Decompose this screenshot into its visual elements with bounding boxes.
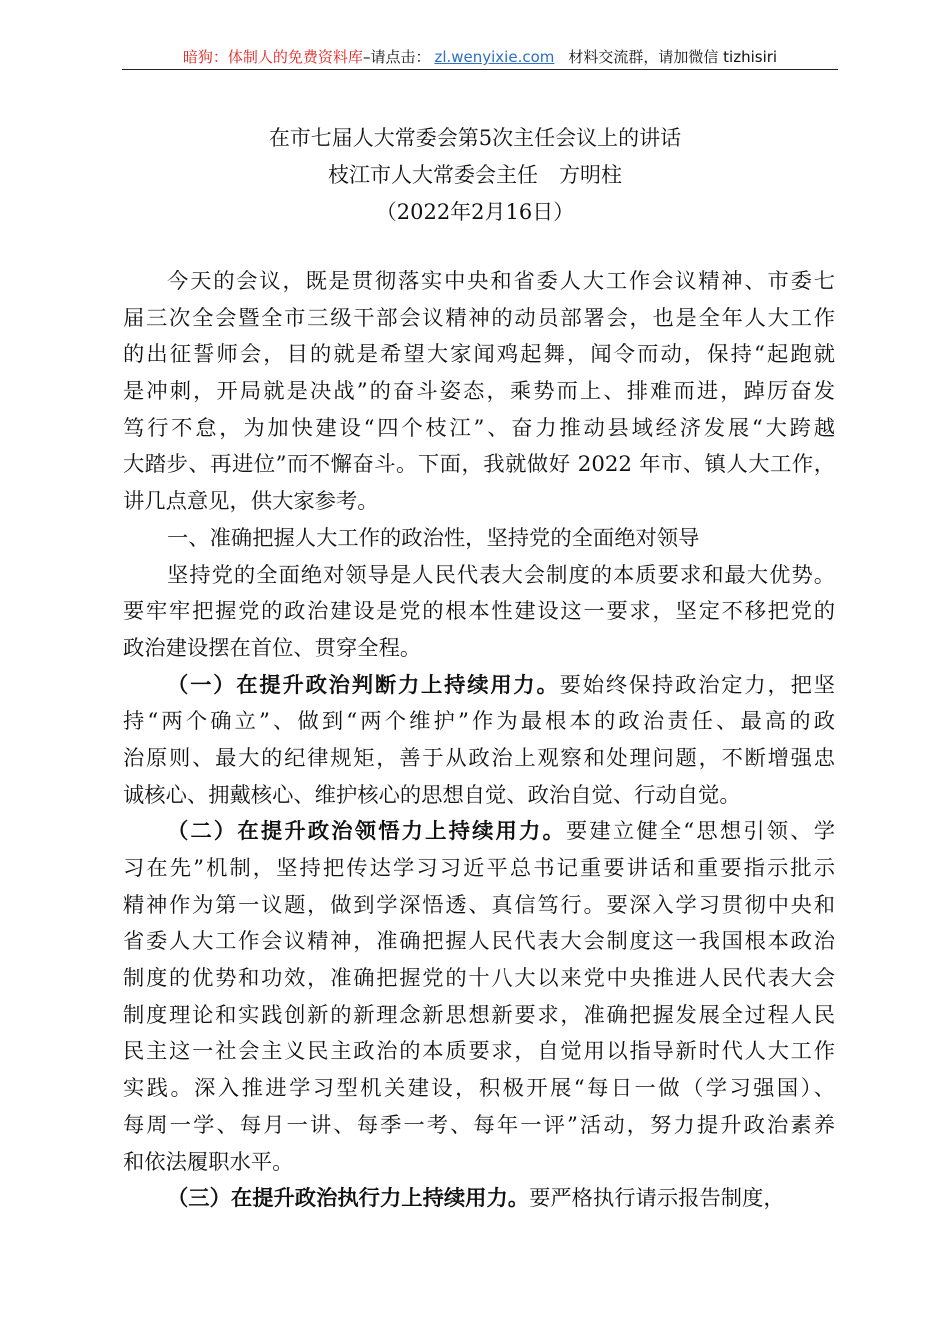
paragraph-line: 习在先”机制，坚持把传达学习习近平总书记重要讲话和重要指示批示: [123, 856, 835, 881]
paragraph-line: 精神作为第一议题，做到学深悟透、真信笃行。要深入学习贯彻中央和: [123, 892, 835, 918]
promo-text: 暗狗：体制人的免费资料库: [182, 48, 363, 66]
paragraph-line: 是冲刺，开局就是决战”的奋斗姿态，乘势而上、排难而进，踔厉奋发: [123, 379, 835, 405]
promo-click-text: –请点击：: [362, 48, 431, 66]
paragraph-line: 和依法履职水平。: [123, 1149, 294, 1175]
paragraph-line: 的出征誓师会，目的就是希望大家闻鸡起舞，闻令而动，保持“起跑就: [123, 342, 835, 368]
line-text: 要建立健全“思想引领、学: [565, 819, 835, 845]
paragraph-line: 政治建设摆在首位、贯穿全程。: [123, 635, 422, 661]
paragraph-line: 讲几点意见，供大家参考。: [123, 489, 379, 515]
paragraph-line: 制度理论和实践创新的新理念新思想新要求，准确把握发展全过程人民: [123, 1002, 835, 1028]
speaker: 枝江市人大常委会主任 方明柱: [328, 163, 622, 187]
document-body: [123, 264, 835, 1218]
paragraph-line: 实践。深入推进学习型机关建设，积极开展“每日一做（学习强国）、: [123, 1076, 835, 1102]
line-text: 要严格执行请示报告制度，: [529, 1186, 785, 1212]
paragraph-line: 民主这一社会主义民主政治的本质要求，自觉用以指导新时代人大工作: [123, 1039, 835, 1065]
paragraph-line: 今天的会议，既是贯彻落实中央和省委人大工作会议精神、市委七: [167, 269, 835, 294]
section-heading: （三）在提升政治执行力上持续用力。: [167, 1186, 530, 1212]
paragraph-line: 笃行不怠，为加快建设“四个枝江”、奋力推动县域经济发展“大跨越: [123, 415, 835, 441]
paragraph-line: [123, 814, 835, 851]
header-rule: [122, 69, 838, 70]
paragraph-line: 届三次全会暨全市三级干部会议精神的动员部署会，也是全年人大工作: [123, 305, 835, 331]
section-heading: （一）在提升政治判断力上持续用力。: [167, 672, 560, 698]
promo-link[interactable]: zl.wenyixie.com: [434, 48, 555, 66]
paragraph-line: 治原则、最大的纪律规矩，善于从政治上观察和处理问题，不断增强忠: [123, 745, 835, 771]
promo-group-text: 材料交流群，请加微信 tizhisiri: [568, 48, 778, 66]
speech-title: 在市七届人大常委会第5次主任会议上的讲话: [268, 126, 682, 150]
paragraph-line: 省委人大工作会议精神，准确把握人民代表大会制度这一我国根本政治: [123, 929, 835, 955]
paragraph-line: [123, 668, 835, 705]
promo-header: [122, 46, 838, 67]
paragraph-line: 一、准确把握人大工作的政治性，坚持党的全面绝对领导: [167, 525, 700, 551]
paragraph-line: 制度的优势和功效，准确把握党的十八大以来党中央推进人民代表大会: [123, 966, 835, 992]
section-heading: （二）在提升政治领悟力上持续用力。: [167, 819, 566, 845]
paragraph-line: 诚核心、拥戴核心、维护核心的思想自觉、政治自觉、行动自觉。: [123, 782, 741, 808]
paragraph-line: 坚持党的全面绝对领导是人民代表大会制度的本质要求和最大优势。: [167, 562, 835, 588]
paragraph-line: 每周一学、每月一讲、每季一考、每年一评”活动，努力提升政治素养: [123, 1112, 835, 1138]
paragraph-line: 持“两个确立”、做到“两个维护”作为最根本的政治责任、最高的政: [123, 709, 835, 735]
line-text: 要始终保持政治定力，把坚: [559, 672, 835, 698]
paragraph-line: [123, 1181, 835, 1218]
speech-date: （2022年2月16日）: [375, 200, 575, 224]
paragraph-line: 要牢牢把握党的政治建设是党的根本性建设这一要求，坚定不移把党的: [123, 599, 835, 625]
paragraph-line: 大踏步、再进位”而不懈奋斗。下面，我就做好 2022 年市、镇人大工作，: [123, 452, 835, 478]
